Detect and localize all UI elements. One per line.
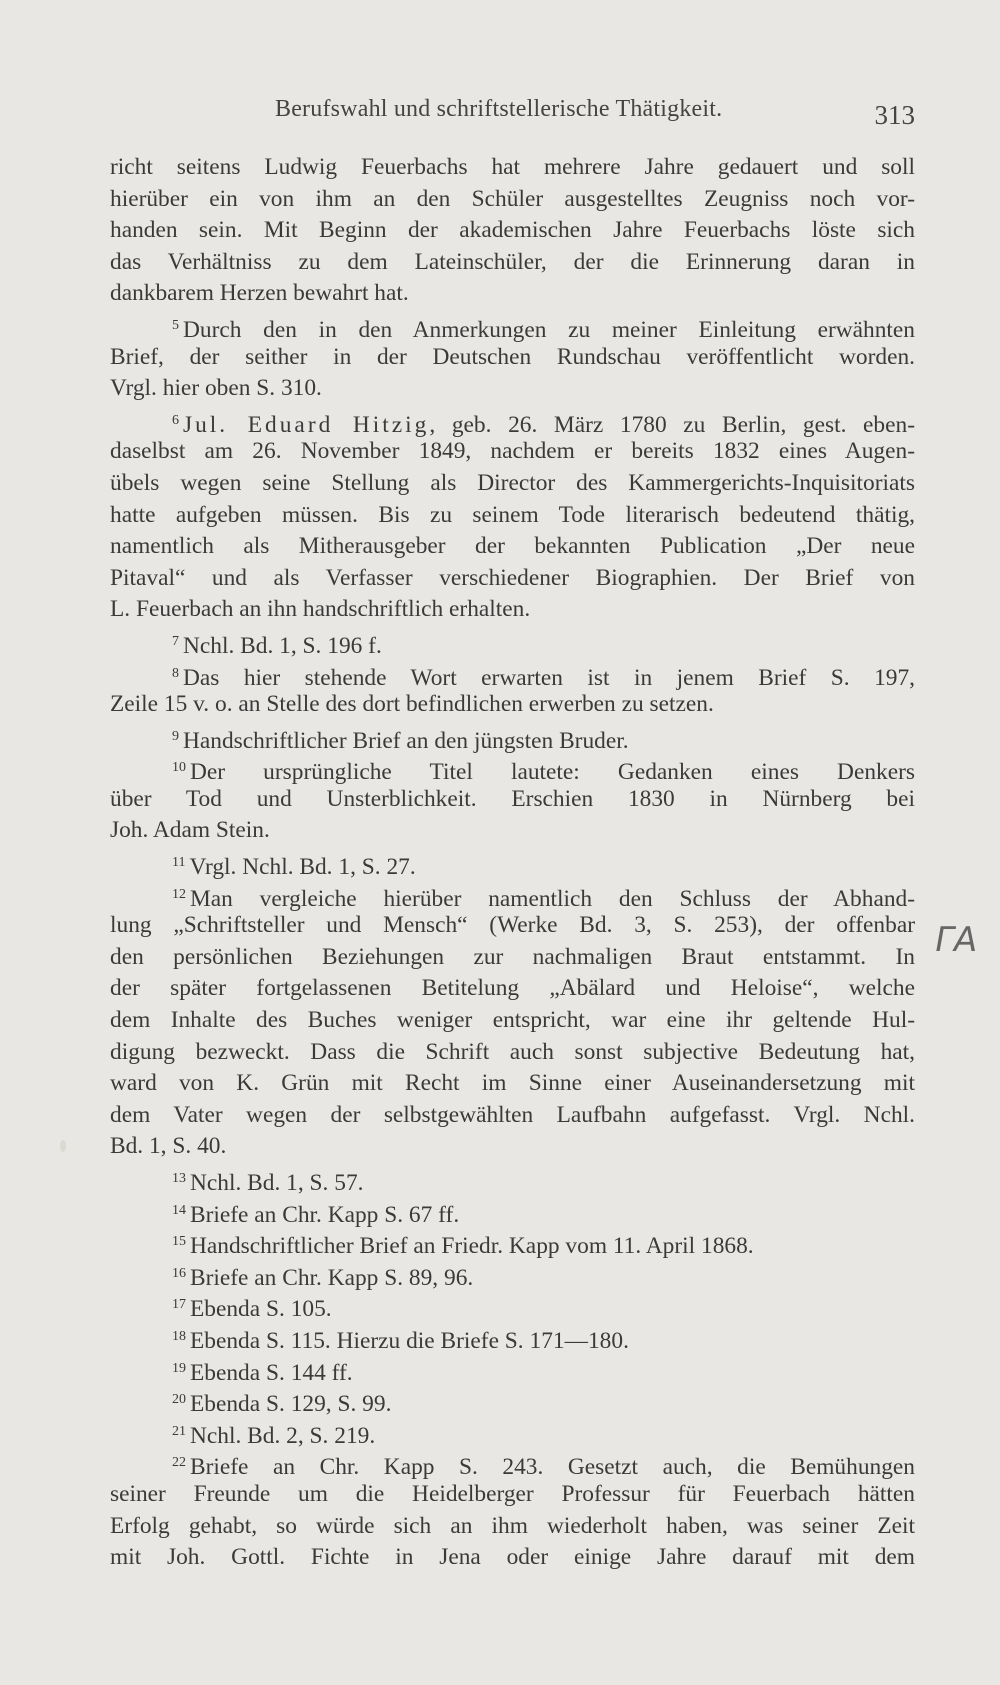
text-line — [110, 1131, 915, 1163]
text-line — [110, 563, 915, 595]
line-text: Durch den in den Anmerkungen zu meiner Einleitung erwähnten — [183, 316, 915, 343]
text-line — [110, 689, 915, 721]
footnote-number: 16 — [172, 1265, 186, 1281]
text-line — [110, 910, 915, 942]
spaced-name: Jul. Eduard Hitzig — [183, 411, 430, 438]
footnote-number: 10 — [172, 760, 186, 776]
line-text: lung „Schriftsteller und Mensch“ (Werke Bd. 3, S. 253), der offenbar — [110, 912, 915, 939]
line-text: Pitaval“ und als Verfasser verschiedener Biographien. Der Brief von — [110, 564, 915, 591]
line-text: Vrgl. hier oben S. 310. — [110, 375, 322, 402]
footnote-line — [110, 1384, 915, 1416]
footnote-line — [110, 1163, 915, 1195]
footnote-number: 14 — [172, 1202, 186, 1218]
footnote-number: 17 — [172, 1297, 186, 1313]
text-line — [110, 1479, 915, 1511]
line-text: über Tod und Unsterblichkeit. Erschien 1830 in Nürnberg bei — [110, 785, 915, 812]
text-line — [110, 184, 915, 216]
line-text: handen sein. Mit Beginn der akademischen Jahre Feuerbachs löste sich — [110, 217, 915, 244]
line-text: Ebenda S. 144 ff. — [190, 1359, 353, 1386]
text-line — [110, 247, 915, 279]
line-text: Ebenda S. 129, S. 99. — [190, 1391, 392, 1418]
line-text: Vrgl. Nchl. Bd. 1, S. 27. — [189, 854, 416, 881]
line-text: L. Feuerbach an ihn handschriftlich erhalten. — [110, 596, 531, 623]
handwritten-margin-note: ΓΑ — [931, 920, 981, 960]
line-text: hierüber ein von ihm an den Schüler ausgestelltes Zeugniss noch vor- — [110, 185, 915, 212]
footnote-number: 21 — [172, 1423, 186, 1439]
text-line — [110, 1542, 915, 1574]
line-text: hatte aufgeben müssen. Bis zu seinem Tode literarisch bedeutend thätig, — [110, 501, 915, 528]
footnote-text — [110, 152, 915, 1574]
line-text: , geb. 26. März 1780 zu Berlin, gest. eben- — [429, 411, 915, 438]
paper-stain — [60, 1140, 66, 1152]
line-text: Briefe an Chr. Kapp S. 67 ff. — [190, 1201, 460, 1228]
line-text: richt seitens Ludwig Feuerbachs hat mehrere Jahre gedauert und soll — [110, 154, 915, 180]
line-text: übels wegen seine Stellung als Director des Kammergerichts-Inquisitoriats — [110, 469, 915, 496]
footnote-number: 5 — [172, 317, 179, 333]
text-line — [110, 531, 915, 563]
line-text: Nchl. Bd. 1, S. 57. — [190, 1170, 364, 1196]
text-line — [110, 436, 915, 468]
text-line — [110, 1100, 915, 1132]
footnote-number: 13 — [172, 1171, 186, 1186]
footnote-number: 9 — [172, 728, 179, 744]
line-text: dankbarem Herzen bewahrt hat. — [110, 280, 409, 307]
text-line — [110, 594, 915, 626]
line-text: dem Vater wegen der selbstgewählten Laufbahn aufgefasst. Vrgl. Nchl. — [110, 1101, 915, 1128]
line-text: Bd. 1, S. 40. — [110, 1133, 227, 1160]
line-text: Briefe an Chr. Kapp S. 243. Gesetzt auch, die Bemühungen — [190, 1454, 915, 1481]
text-line — [110, 500, 915, 532]
text-line — [110, 215, 915, 247]
line-text: Briefe an Chr. Kapp S. 89, 96. — [190, 1264, 474, 1291]
line-text: Handschriftlicher Brief an Friedr. Kapp vom 11. April 1868. — [190, 1233, 754, 1260]
line-text: ward von K. Grün mit Recht im Sinne einer Auseinandersetzung mit — [110, 1070, 915, 1097]
line-text: der später fortgelassenen Betitelung „Abälard und Heloise“, welche — [110, 975, 915, 1002]
footnote-number: 8 — [172, 665, 179, 681]
footnote-line — [110, 721, 915, 753]
line-text: mit Joh. Gottl. Fichte in Jena oder einige Jahre darauf mit dem — [110, 1544, 915, 1571]
line-text: Man vergleiche hierüber namentlich den Schluss der Abhand- — [190, 885, 915, 912]
footnote-number: 7 — [172, 633, 179, 649]
line-text: namentlich als Mitherausgeber der bekannten Publication „Der neue — [110, 533, 915, 560]
line-text: Zeile 15 v. o. an Stelle des dort befindlichen erwerben zu setzen. — [110, 691, 714, 718]
line-text: Der ursprüngliche Titel lautete: Gedanken eines Denkers — [190, 759, 915, 786]
footnote-line — [110, 1447, 915, 1479]
footnote-number: 15 — [172, 1234, 186, 1250]
footnote-number: 18 — [172, 1328, 186, 1344]
footnote-line — [110, 1258, 915, 1290]
footnote-number: 12 — [172, 886, 186, 902]
footnote-line — [110, 752, 915, 784]
line-text: seiner Freunde um die Heidelberger Professur für Feuerbach hätten — [110, 1480, 915, 1507]
text-line — [110, 278, 915, 310]
footnote-line — [110, 1353, 915, 1385]
line-text: das Verhältniss zu dem Lateinschüler, der die Erinnerung daran in — [110, 248, 915, 275]
footnote-line — [110, 310, 915, 342]
line-text: daselbst am 26. November 1849, nachdem er bereits 1832 eines Augen- — [110, 438, 915, 465]
line-text: Joh. Adam Stein. — [110, 817, 270, 844]
text-line — [110, 784, 915, 816]
footnote-line — [110, 658, 915, 690]
footnote-line — [110, 405, 915, 437]
footnote-line — [110, 1289, 915, 1321]
text-line — [110, 1037, 915, 1069]
text-line — [110, 973, 915, 1005]
text-line — [110, 1511, 915, 1543]
footnote-line — [110, 626, 915, 658]
line-text: Ebenda S. 115. Hierzu die Briefe S. 171—180. — [190, 1327, 629, 1354]
text-line — [110, 815, 915, 847]
footnote-number: 22 — [172, 1455, 186, 1471]
line-text: Nchl. Bd. 2, S. 219. — [190, 1422, 376, 1449]
line-text: digung bezweckt. Dass die Schrift auch sonst subjective Bedeutung hat, — [110, 1038, 915, 1065]
line-text: dem Inhalte des Buches weniger entspricht, war eine ihr geltende Hul- — [110, 1007, 915, 1034]
footnote-number: 19 — [172, 1360, 186, 1376]
text-line — [110, 468, 915, 500]
text-line — [110, 373, 915, 405]
line-text: Ebenda S. 105. — [190, 1296, 332, 1323]
line-text: Nchl. Bd. 1, S. 196 f. — [183, 632, 382, 659]
footnote-line — [110, 1321, 915, 1353]
page-header — [110, 90, 915, 140]
footnote-number: 11 — [172, 855, 186, 871]
text-line — [110, 342, 915, 374]
footnote-line — [110, 1195, 915, 1227]
text-line — [110, 942, 915, 974]
page-number: 313 — [874, 100, 915, 130]
footnote-line — [110, 847, 915, 879]
text-line — [110, 1068, 915, 1100]
footnote-number: 20 — [172, 1392, 186, 1408]
running-title: Berufswahl und schriftstellerische Thätigkeit. — [275, 96, 723, 122]
line-text: Das hier stehende Wort erwarten ist in jenem Brief S. 197, — [183, 664, 915, 691]
line-text: Handschriftlicher Brief an den jüngsten Bruder. — [183, 727, 629, 754]
footnote-line — [110, 1416, 915, 1448]
footnote-line — [110, 1226, 915, 1258]
line-text: den persönlichen Beziehungen zur nachmaligen Braut entstammt. In — [110, 943, 915, 970]
text-line — [110, 1005, 915, 1037]
text-line — [110, 152, 915, 184]
line-text: Brief, der seither in der Deutschen Rundschau veröffentlicht worden. — [110, 343, 915, 370]
footnote-number: 6 — [172, 412, 179, 428]
line-text: Erfolg gehabt, so würde sich an ihm wiederholt haben, was seiner Zeit — [110, 1512, 915, 1539]
footnote-line — [110, 879, 915, 911]
